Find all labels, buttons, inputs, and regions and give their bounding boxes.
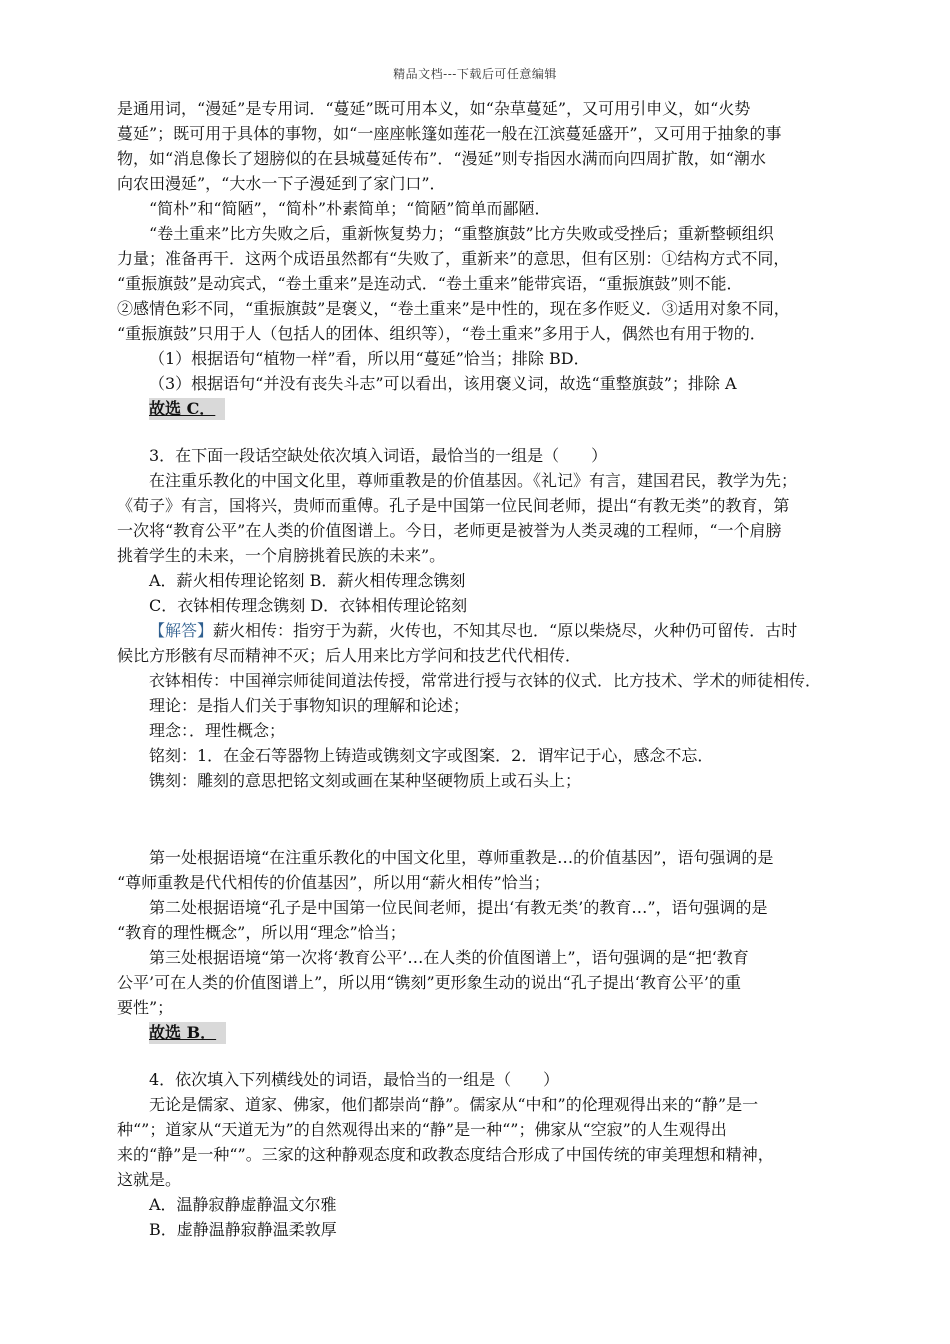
text-line: “教育的理性概念”，所以用“理念”恰当； bbox=[117, 923, 406, 942]
text-line: 物，如“消息像长了翅膀似的在县城蔓延传布”．“漫延”则专指因水满而向四周扩散，如“潮水 bbox=[117, 149, 766, 168]
option-line: B．虚静温静寂静温柔敦厚 bbox=[149, 1220, 337, 1239]
text-line: “尊师重教是代代相传的价值基因”，所以用“薪火相传”恰当； bbox=[117, 873, 550, 892]
text-line: 第二处根据语境“孔子是中国第一位民间老师，提出‘有教无类’的教育…”，语句强调的是 bbox=[149, 898, 768, 917]
text-line: 蔓延”；既可用于具体的事物，如“一座座帐篷如莲花一般在江滨蔓延盛开”，又可用于抽象的事 bbox=[117, 124, 782, 143]
text-line: 候比方形骸有尽而精神不灭；后人用来比方学问和技艺代代相传． bbox=[117, 646, 582, 665]
text-line: 第一处根据语境“在注重乐教化的中国文化里，尊师重教是…的价值基因”，语句强调的是 bbox=[149, 848, 774, 867]
text-line: “简朴”和“简陋”，“简朴”朴素简单；“简陋”简单而鄙陋． bbox=[149, 199, 551, 218]
text-line: “重振旗鼓”是动宾式，“卷土重来”是连动式．“卷土重来”能带宾语，“重振旗鼓”则不能． bbox=[117, 274, 743, 293]
text-line: 第三处根据语境“第一次将‘教育公平’…在人类的价值图谱上”，语句强调的是“把‘教育 bbox=[149, 948, 749, 967]
text-line: 衣钵相传：中国禅宗师徒间道法传授，常常进行授与衣钵的仪式．比方技术、学术的师徒相传． bbox=[149, 671, 822, 690]
option-line: A．温静寂静虚静温文尔雅 bbox=[149, 1195, 337, 1214]
option-line: C．衣钵相传理念镌刻 D．衣钵相传理论铭刻 bbox=[149, 596, 468, 615]
question-stem: 4．依次填入下列横线处的词语，最恰当的一组是（ ） bbox=[149, 1070, 560, 1089]
text-line: 力量；准备再干．这两个成语虽然都有“失败了，重新来”的意思，但有区别：①结构方式不同， bbox=[117, 249, 790, 268]
answer-label: 故选 C． bbox=[149, 398, 225, 420]
text-line: 镌刻：雕刻的意思把铭文刻或画在某种坚硬物质上或石头上； bbox=[149, 771, 582, 790]
text-line: “重振旗鼓”只用于人（包括人的团体、组织等），“卷土重来”多用于人，偶然也有用于物的． bbox=[117, 324, 766, 343]
answer-line bbox=[117, 1020, 845, 1045]
solution-line bbox=[117, 618, 845, 643]
text-line: 挑着学生的未来，一个肩膀挑着民族的未来”。 bbox=[117, 546, 446, 565]
text-line: 这就是。 bbox=[117, 1170, 182, 1189]
text-line: （1）根据语句“植物一样”看，所以用“蔓延”恰当；排除 BD． bbox=[149, 349, 590, 368]
text-line: 无论是儒家、道家、佛家，他们都崇尚“静”。儒家从“中和”的伦理观得出来的“静”是一 bbox=[149, 1095, 759, 1114]
text-line: “卷土重来”比方失败之后，重新恢复势力；“重整旗鼓”比方失败或受挫后；重新整顿组织 bbox=[149, 224, 774, 243]
text-line: 种“”；道家从“天道无为”的自然观得出来的“静”是一种“”；佛家从“空寂”的人生观得出 bbox=[117, 1120, 727, 1139]
text-line: 在注重乐教化的中国文化里，尊师重教是的价值基因。《礼记》有言，建国君民，教学为先； bbox=[149, 471, 798, 490]
text-line: 理念：．理性概念； bbox=[149, 721, 286, 740]
page-header: 精品文档---下载后可任意编辑 bbox=[393, 67, 557, 81]
text-line: 向农田漫延”，“大水一下子漫延到了家门口”． bbox=[117, 174, 446, 193]
text-line: 来的“静”是一种“”。三家的这种静观态度和政教态度结合形成了中国传统的审美理想和精神， bbox=[117, 1145, 774, 1164]
text-line: 是通用词，“漫延”是专用词．“蔓延”既可用本义，如“杂草蔓延”，又可用引申义，如“火势 bbox=[117, 99, 751, 118]
text-line: 公平’可在人类的价值图谱上”，所以用“镌刻”更形象生动的说出“孔子提出‘教育公平’的重 bbox=[117, 973, 741, 992]
text-line: 《荀子》有言，国将兴，贵师而重傅。孔子是中国第一位民间老师，提出“有教无类”的教育，第 bbox=[117, 496, 790, 515]
solution-text: 薪火相传：指穷于为薪，火传也，不知其尽也．“原以柴烧尽，火种仍可留传．古时 bbox=[213, 621, 798, 640]
text-line: ②感情色彩不同，“重振旗鼓”是褒义，“卷土重来”是中性的，现在多作贬义．③适用对象不同， bbox=[117, 299, 790, 318]
text-line: （3）根据语句“并没有丧失斗志”可以看出，该用褒义词，故选“重整旗鼓”；排除 A bbox=[149, 374, 737, 393]
document-body bbox=[117, 96, 845, 1242]
text-line: 要性”； bbox=[117, 998, 174, 1017]
answer-label: 故选 B． bbox=[149, 1022, 226, 1044]
text-line: 一次将“教育公平”在人类的价值图谱上。今日，老师更是被誉为人类灵魂的工程师，“一个肩膀 bbox=[117, 521, 782, 540]
text-line: 铭刻：1．在金石等器物上铸造或镌刻文字或图案．2．谓牢记于心，感念不忘． bbox=[149, 746, 714, 765]
answer-line bbox=[117, 396, 845, 421]
question-stem: 3．在下面一段话空缺处依次填入词语，最恰当的一组是（ ） bbox=[149, 446, 608, 465]
text-line: 理论：是指人们关于事物知识的理解和论述； bbox=[149, 696, 470, 715]
option-line: A．薪火相传理论铭刻 B．薪火相传理念镌刻 bbox=[149, 571, 466, 590]
solution-label: 【解答】 bbox=[149, 621, 214, 640]
